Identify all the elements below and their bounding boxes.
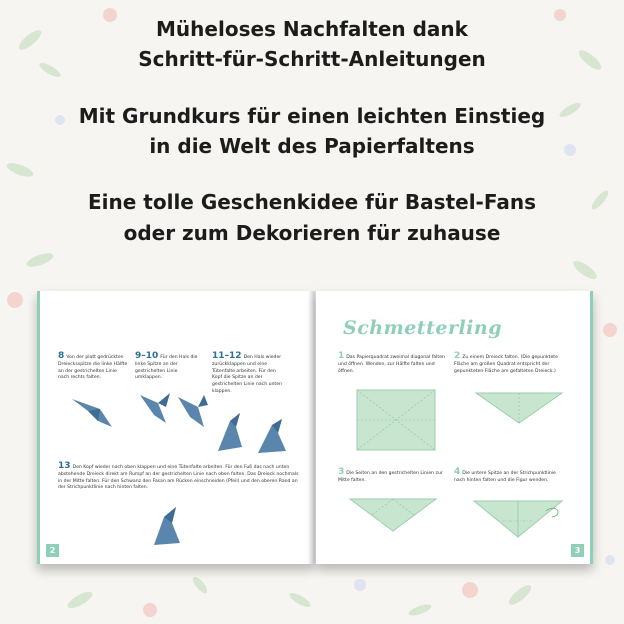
step-text: Die Seiten an den gestrichelten Linien zur Mitte falten.	[338, 471, 443, 483]
chapter-title: Schmetterling	[343, 317, 502, 339]
step-2	[454, 353, 566, 375]
step-4	[454, 469, 566, 485]
step-number: 3	[338, 467, 345, 477]
headline-6: oder zum Dekorieren für zuhause	[123, 221, 501, 245]
step-number: 9–10	[135, 351, 159, 361]
step-number: 11–12	[212, 351, 242, 361]
open-book	[37, 291, 590, 564]
step-number: 2	[454, 351, 461, 361]
headline-3: Mit Grundkurs für einen leichten Einstieg	[78, 104, 546, 128]
bird-figure-9	[136, 389, 176, 431]
headline-1: Müheloses Nachfalten dank	[156, 17, 468, 41]
paper-fold-sides-figure	[348, 497, 438, 533]
step-number: 1	[338, 351, 345, 361]
step-text: Den Hals wieder zurückklappen und eine Tütenfalte arbeiten. Für den Kopf die Spitze an der gestrichelten Linie nach unten klappen.	[212, 355, 282, 394]
step-text: Für den Hals die linke Spitze an der gestrichelten Linie umklappen.	[135, 355, 198, 381]
headline-4: in die Welt des Papierfaltens	[149, 134, 475, 158]
paper-triangle-figure	[474, 391, 564, 425]
bird-figure-11	[212, 407, 252, 455]
paper-fold-tip-figure	[472, 497, 566, 539]
left-page	[37, 291, 314, 564]
step-8	[58, 353, 128, 382]
bird-figure-10	[174, 391, 214, 431]
step-text: Das Papierquadrat zweimal diagonal falten und öffnen. Wenden, zur Hälfte falten und öffnen.	[338, 355, 445, 374]
headline-5: Eine tolle Geschenkidee für Bastel-Fans	[88, 190, 536, 214]
page-number-right: 3	[571, 544, 584, 557]
step-text: Zu einem Dreieck falten. (Die gepunktete Fläche am großen Quadrat entspricht der gepunkteten Fläche am gefalteten Dreieck.)	[454, 355, 558, 374]
step-3	[338, 469, 446, 485]
bird-figure-12	[254, 411, 294, 457]
step-11-12	[212, 353, 282, 396]
step-13	[58, 463, 302, 492]
bird-figure-13	[148, 501, 188, 549]
headline-2: Schritt-für-Schritt-Anleitungen	[138, 47, 486, 71]
step-text: Den Kopf wieder nach oben klappen und eine Tütenfalte arbeiten. Für den Fuß das nach unten abstehende Dreieck direkt am Rumpf an der gestrichelten Linie nach oben falten. Das Dreieck nochmals in der Mitte falten. Für den Schwanz den Fasan am Rücken einschneiden (Pfeil) und den oberen Rand an der Strichpunktlinie nach hinten falten.	[58, 465, 299, 491]
bird-figure-8	[70, 391, 120, 431]
step-number: 4	[454, 467, 461, 477]
paper-square-figure	[356, 389, 436, 451]
page-number-left: 2	[46, 544, 59, 557]
step-text: Die untere Spitze an der Strichpunktlinie nach hinten falten und die Figur wenden.	[454, 471, 556, 483]
step-text: Von der platt gedrückten Dreiecksspitze die linke Hälfte an der gestrichelten Linie nach rechts falten.	[58, 355, 128, 381]
right-page	[316, 291, 593, 564]
step-1	[338, 353, 446, 375]
step-number: 8	[58, 351, 65, 361]
step-number: 13	[58, 461, 71, 471]
step-9-10	[135, 353, 203, 382]
